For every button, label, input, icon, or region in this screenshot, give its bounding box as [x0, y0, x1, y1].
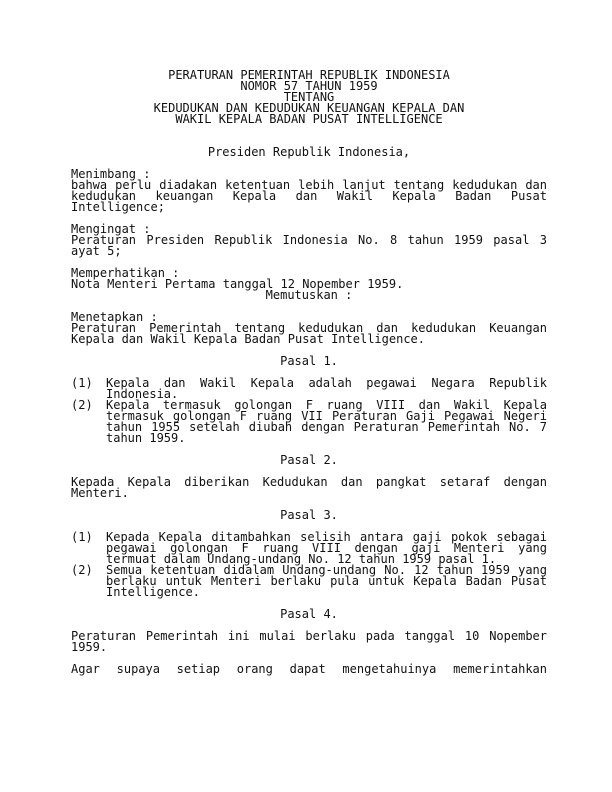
pasal-1-heading: Pasal 1.	[280, 354, 338, 368]
item-line: pegawai golongan F ruang VIII dengan gaji Menteri yang	[106, 541, 547, 555]
pasal-4-line: Peraturan Pemerintah ini mulai berlaku pada tanggal 10 Nopember	[71, 629, 547, 643]
president-line: Presiden Republik Indonesia,	[207, 145, 411, 159]
item-line: termuat dalam Undang-undang No. 12 tahun 1959 pasal 1.	[106, 552, 497, 566]
pasal-2-heading: Pasal 2.	[280, 453, 338, 467]
pasal-1-item-1	[71, 378, 547, 400]
pasal-3-item-1	[71, 532, 547, 565]
pasal-4-line: 1959.	[71, 640, 108, 654]
menimbang-line: kedudukan keuangan Kepala dan Wakil Kepala Badan Pusat	[71, 189, 547, 203]
menetapkan-line: Peraturan Pemerintah tentang kedudukan dan kedudukan Keuangan	[71, 321, 547, 335]
item-line: tahun 1959.	[106, 431, 186, 445]
pasal-2-line: Menteri.	[71, 486, 129, 500]
title-line: TENTANG	[283, 90, 335, 104]
item-line: berlaku untuk Menteri berlaku pula untuk Kepala Badan Pusat	[106, 574, 547, 588]
item-line: Indonesia.	[106, 387, 179, 401]
pasal-2-line: Kepada Kepala diberikan Kedudukan dan pangkat setaraf dengan	[71, 475, 547, 489]
item-line: tahun 1955 setelah diubah dengan Peraturan Pemerintah No. 7	[106, 420, 547, 434]
mengingat-line: Peraturan Presiden Republik Indonesia No. 8 tahun 1959 pasal 3	[71, 233, 547, 247]
title-line: NOMOR 57 TAHUN 1959	[240, 79, 378, 93]
document-page	[71, 70, 547, 675]
document-title	[71, 70, 547, 125]
item-number: (1)	[71, 530, 93, 544]
menetapkan-line: Kepala dan Wakil Kepala Badan Pusat Intelligence.	[71, 332, 426, 346]
menimbang-line: bahwa perlu diadakan ketentuan lebih lanjut tentang kedudukan dan	[71, 178, 547, 192]
item-line: Kepala dan Wakil Kepala adalah pegawai Negara Republik	[106, 376, 547, 390]
item-number: (1)	[71, 376, 93, 390]
pasal-4-heading: Pasal 4.	[280, 607, 338, 621]
title-line: PERATURAN PEMERINTAH REPUBLIK INDONESIA	[168, 68, 450, 82]
menimbang-line: Intelligence;	[71, 200, 165, 214]
item-line: termasuk golongan F ruang VII Peraturan Gaji Pegawai Negeri	[106, 409, 547, 423]
mengingat-line: ayat 5;	[71, 244, 122, 258]
title-line: WAKIL KEPALA BADAN PUSAT INTELLIGENCE	[175, 112, 443, 126]
menimbang-label: Menimbang :	[71, 167, 151, 181]
item-line: Kepala termasuk golongan F ruang VIII dan Wakil Kepala	[106, 398, 547, 412]
title-line: KEDUDUKAN DAN KEDUDUKAN KEUANGAN KEPALA DAN	[153, 101, 465, 115]
memutuskan-heading: Memutuskan :	[265, 288, 353, 302]
pasal-1-item-2	[71, 400, 547, 444]
item-line: Semua ketentuan didalam Undang-undang No. 12 tahun 1959 yang	[106, 563, 547, 577]
mengingat-label: Mengingat :	[71, 222, 151, 236]
closing-line: Agar supaya setiap orang dapat mengetahuinya memerintahkan	[71, 662, 547, 676]
item-line: Intelligence.	[106, 585, 200, 599]
pasal-3-item-2	[71, 565, 547, 598]
item-number: (2)	[71, 398, 93, 412]
item-line: Kepada Kepala ditambahkan selisih antara gaji pokok sebagai	[106, 530, 547, 544]
item-number: (2)	[71, 563, 93, 577]
pasal-3-heading: Pasal 3.	[280, 508, 338, 522]
menetapkan-label: Menetapkan :	[71, 310, 158, 324]
memperhatikan-label: Memperhatikan :	[71, 266, 180, 280]
memperhatikan-line: Nota Menteri Pertama tanggal 12 Nopember 1959.	[71, 277, 404, 291]
